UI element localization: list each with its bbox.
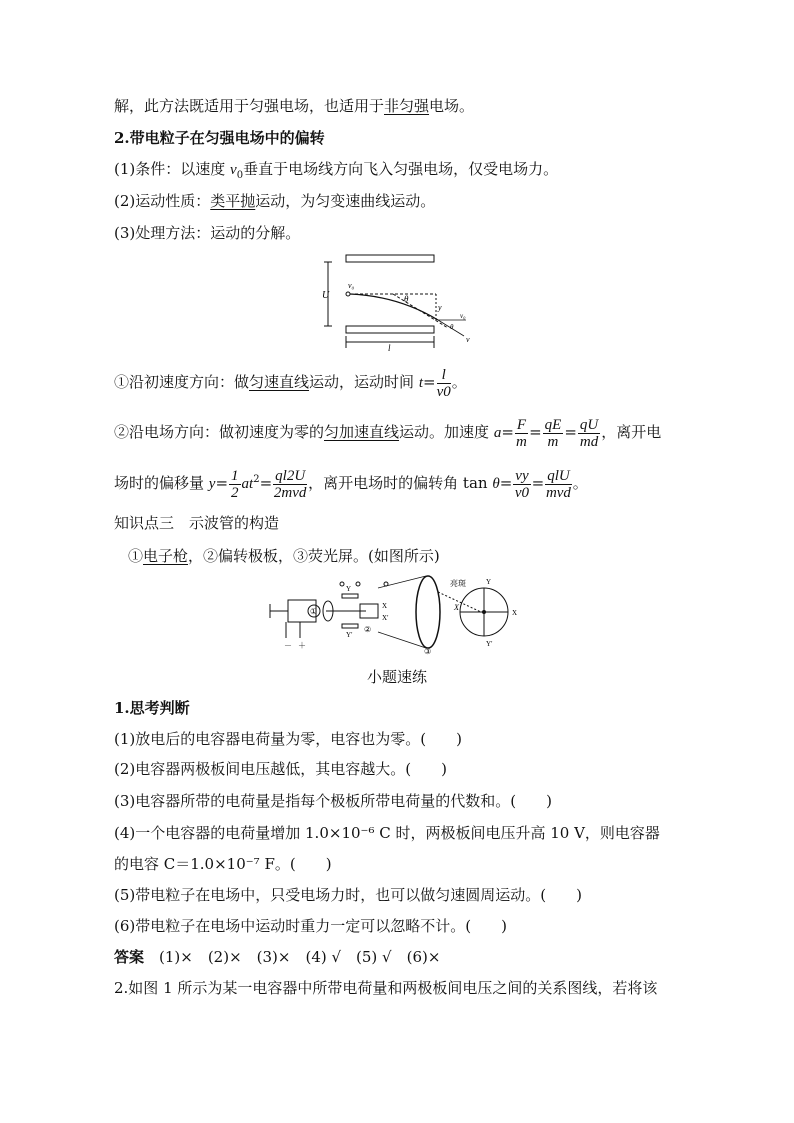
svg-text:Y: Y (346, 585, 352, 593)
step-1-line: ①沿初速度方向：做匀速直线运动，运动时间 t= $\frac{l}{v0}$ 。 (114, 366, 467, 400)
paragraph-end: 解，此方法既适用于匀强电场，也适用于非匀强电场。 (114, 97, 475, 115)
step-3-line: 场时的偏移量 y= $\frac{1}{2}$ $at^2=$ $\frac{ql2U}{\text{2mvd}}$ ，离开电场时的偏转角 tan θ= $\frac{vy}{v0}$ = $\frac{\text{qlU}}{\text{mvd}}$ 。 (114, 467, 588, 501)
svg-text:v: v (466, 335, 470, 344)
upper-plate (346, 255, 434, 262)
voltage-label: U (322, 290, 330, 301)
method-line: (3)处理方法：运动的分解。 (114, 224, 301, 242)
question-1: (1)放电后的电容器电荷量为零，电容也为零。( ) (114, 730, 462, 748)
svg-text:X′: X′ (382, 614, 389, 622)
question-2: (2)电容器两极板间电压越低，其电容越大。( ) (114, 760, 447, 778)
underlined-term: 匀加速直线 (324, 423, 400, 441)
svg-text:X: X (382, 602, 388, 610)
underlined-term: 匀速直线 (249, 373, 310, 391)
components-line: ①电子枪，②偏转极板，③荧光屏。(如图所示) (128, 547, 440, 565)
trajectory (350, 294, 438, 320)
svg-text:＋: ＋ (298, 641, 306, 650)
underlined-term: 电子枪 (143, 547, 189, 565)
deflection-diagram (318, 252, 478, 352)
section-heading-2: 2.带电粒子在匀强电场中的偏转 (114, 129, 325, 147)
answer-label: 答案 (114, 948, 145, 966)
svg-text:Y′: Y′ (486, 640, 493, 648)
svg-text:Y′: Y′ (346, 631, 353, 639)
svg-text:v₀: v₀ (460, 312, 466, 320)
svg-text:③: ③ (424, 647, 432, 656)
section-heading-3: 知识点三 示波管的构造 (114, 514, 280, 532)
oscilloscope-diagram (266, 574, 530, 656)
svg-text:－: － (284, 641, 292, 650)
fluorescent-screen (416, 576, 440, 648)
svg-text:v₀: v₀ (348, 281, 355, 290)
question-7: 2.如图 1 所示为某一电容器中所带电荷量和两极板间电压之间的关系图线，若将该 (114, 979, 658, 997)
answer-line: 答案 (1)× (2)× (3)× (4) √ (5) √ (6)× (114, 948, 441, 966)
svg-text:l: l (388, 343, 391, 352)
svg-text:y: y (438, 303, 442, 312)
question-6: (6)带电粒子在电场中运动时重力一定可以忽略不计。( ) (114, 917, 507, 935)
lower-plate (346, 326, 434, 333)
svg-text:①: ① (310, 607, 318, 616)
step-2-line: ②沿电场方向：做初速度为零的匀加速直线运动。加速度 a= $\frac{F}{m}$ = $\frac{qE}{m}$ = $\frac{qU}{md}$ ，离开电 (114, 416, 662, 450)
svg-text:②: ② (364, 625, 372, 634)
question-3: (3)电容器所带的电荷量是指每个极板所带电荷量的代数和。( ) (114, 792, 552, 810)
time-fraction: $\frac{l}{v0}$ (436, 366, 451, 400)
svg-text:X: X (454, 603, 459, 612)
section-caption: 小题速练 (366, 668, 427, 686)
svg-text:X: X (512, 609, 518, 617)
underlined-term: 非匀强 (384, 97, 430, 115)
svg-text:θ: θ (404, 294, 409, 304)
question-5: (5)带电粒子在电场中，只受电场力时，也可以做匀速圆周运动。( ) (114, 886, 582, 904)
question-4-line-1: (4)一个电容器的电荷量增加 1.0×10⁻⁶ C 时，两极板间电压升高 10 V，则电容器 (114, 824, 660, 842)
motion-nature-line: (2)运动性质：类平抛运动，为匀变速曲线运动。 (114, 192, 436, 210)
svg-text:亮斑: 亮斑 (450, 579, 466, 588)
exercise-heading: 1.思考判断 (114, 699, 190, 717)
svg-text:Y: Y (486, 578, 492, 586)
svg-text:θ: θ (450, 323, 454, 331)
condition-line: (1)条件：以速度 $v_0$垂直于电场线方向飞入匀强电场，仅受电场力。 (114, 160, 559, 181)
question-4-line-2: 的电容 C＝1.0×10⁻⁷ F。( ) (114, 855, 332, 873)
underlined-term: 类平抛 (210, 192, 256, 210)
